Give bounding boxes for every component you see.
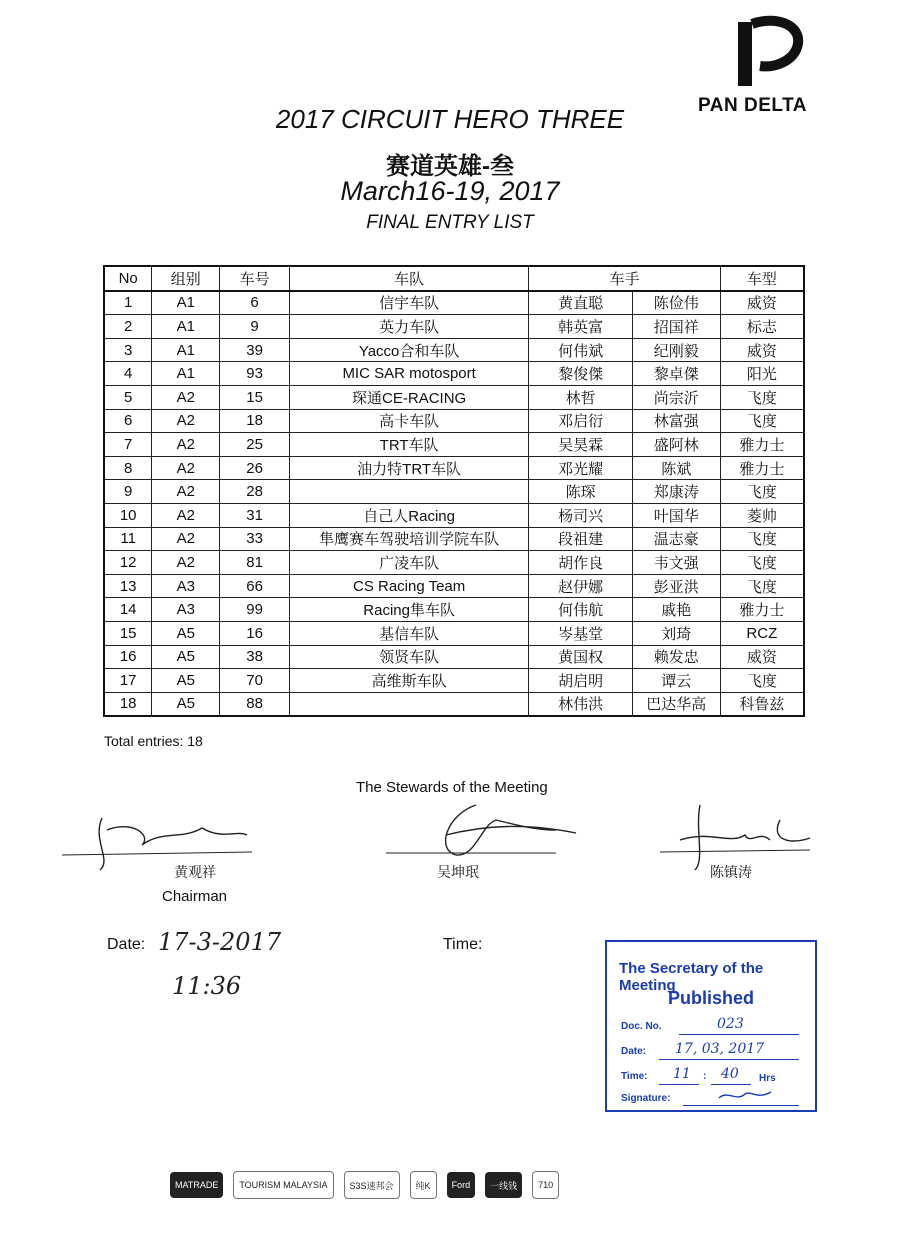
- row-group: A2: [152, 456, 220, 480]
- row-team: [289, 480, 528, 504]
- row-driver-2: 巴达华高: [632, 692, 720, 716]
- table-row: [104, 315, 804, 339]
- row-group: A2: [152, 480, 220, 504]
- stamp-doc-no-label: Doc. No.: [621, 1021, 662, 1032]
- row-group: A2: [152, 551, 220, 575]
- row-no: 18: [104, 692, 152, 716]
- entry-table: [103, 265, 805, 717]
- row-driver-2: 谭云: [632, 669, 720, 693]
- signature-chairman: [62, 800, 262, 880]
- row-model: 飞度: [720, 669, 804, 693]
- table-row: [104, 385, 804, 409]
- table-row: [104, 338, 804, 362]
- row-no: 5: [104, 385, 152, 409]
- row-driver-1: 韩英富: [529, 315, 633, 339]
- row-driver-1: 邓光耀: [529, 456, 633, 480]
- row-driver-1: 岑基堂: [529, 621, 633, 645]
- col-header-model: 车型: [720, 266, 804, 291]
- sponsor-logo-3: S3S速邦会: [344, 1171, 400, 1199]
- stamp-time-minutes: 40: [721, 1066, 739, 1082]
- row-car-number: 9: [220, 315, 290, 339]
- stamp-date: 17, 03, 2017: [675, 1041, 765, 1057]
- row-team: 领贤车队: [289, 645, 528, 669]
- row-driver-1: 段祖建: [529, 527, 633, 551]
- row-team: 英力车队: [289, 315, 528, 339]
- row-model: 雅力士: [720, 456, 804, 480]
- row-car-number: 99: [220, 598, 290, 622]
- row-group: A1: [152, 291, 220, 315]
- row-driver-2: 郑康涛: [632, 480, 720, 504]
- row-car-number: 31: [220, 503, 290, 527]
- row-driver-1: 何伟航: [529, 598, 633, 622]
- sponsor-logo-6: 一线钱: [485, 1172, 522, 1198]
- row-group: A2: [152, 503, 220, 527]
- date-label: Date:: [107, 936, 146, 953]
- row-team: [289, 692, 528, 716]
- row-team: 琛通CE-RACING: [289, 385, 528, 409]
- row-driver-2: 陈斌: [632, 456, 720, 480]
- table-header-row: [104, 266, 804, 291]
- row-group: A5: [152, 645, 220, 669]
- row-model: 飞度: [720, 574, 804, 598]
- stewards-title: The Stewards of the Meeting: [356, 779, 548, 796]
- row-car-number: 16: [220, 621, 290, 645]
- row-no: 13: [104, 574, 152, 598]
- row-group: A2: [152, 409, 220, 433]
- row-driver-1: 胡启明: [529, 669, 633, 693]
- sponsor-logo-2: TOURISM MALAYSIA: [233, 1171, 333, 1199]
- row-driver-1: 杨司兴: [529, 503, 633, 527]
- sponsor-logo-4: 纯K: [410, 1171, 437, 1199]
- row-car-number: 6: [220, 291, 290, 315]
- row-model: 雅力士: [720, 598, 804, 622]
- row-driver-1: 陈琛: [529, 480, 633, 504]
- table-row: [104, 362, 804, 386]
- event-dates: March16-19, 2017: [340, 176, 560, 206]
- row-group: A3: [152, 598, 220, 622]
- stamp-signature-label: Signature:: [621, 1093, 671, 1104]
- row-team: TRT车队: [289, 433, 528, 457]
- row-driver-2: 盛阿林: [632, 433, 720, 457]
- row-driver-2: 纪刚毅: [632, 338, 720, 362]
- row-no: 6: [104, 409, 152, 433]
- col-header-drivers: 车手: [529, 266, 720, 291]
- row-driver-1: 邓启衍: [529, 409, 633, 433]
- row-no: 2: [104, 315, 152, 339]
- row-car-number: 15: [220, 385, 290, 409]
- row-car-number: 70: [220, 669, 290, 693]
- row-team: Racing隼车队: [289, 598, 528, 622]
- table-row: [104, 409, 804, 433]
- table-row: [104, 574, 804, 598]
- chairman-label: Chairman: [162, 888, 228, 905]
- signature-steward-2: [386, 795, 596, 875]
- table-row: [104, 669, 804, 693]
- secretary-stamp: The Secretary of the Meeting Published Doc. No. 023 Date: 17, 03, 2017 Time: 11 : 40 Hrs Signature:: [605, 940, 817, 1112]
- stamp-time-label: Time:: [621, 1071, 648, 1082]
- row-driver-1: 黄国权: [529, 645, 633, 669]
- row-team: 基信车队: [289, 621, 528, 645]
- row-group: A1: [152, 362, 220, 386]
- row-model: 飞度: [720, 385, 804, 409]
- row-group: A2: [152, 385, 220, 409]
- row-no: 11: [104, 527, 152, 551]
- time-handwritten: 11:36: [172, 972, 242, 1000]
- table-row: [104, 456, 804, 480]
- row-no: 3: [104, 338, 152, 362]
- row-car-number: 28: [220, 480, 290, 504]
- row-group: A2: [152, 527, 220, 551]
- row-driver-1: 黄直聪: [529, 291, 633, 315]
- row-driver-2: 陈俭伟: [632, 291, 720, 315]
- stamp-time-hours: 11: [673, 1066, 691, 1082]
- row-no: 9: [104, 480, 152, 504]
- row-driver-1: 胡作良: [529, 551, 633, 575]
- row-driver-1: 林伟洪: [529, 692, 633, 716]
- row-no: 10: [104, 503, 152, 527]
- event-title-cn: 赛道英雄-叁: [386, 153, 514, 180]
- row-model: RCZ: [720, 621, 804, 645]
- steward-name-2: 吴坤珉: [437, 864, 479, 880]
- row-no: 1: [104, 291, 152, 315]
- row-car-number: 81: [220, 551, 290, 575]
- row-team: MIC SAR motosport: [289, 362, 528, 386]
- row-car-number: 26: [220, 456, 290, 480]
- row-driver-2: 招国祥: [632, 315, 720, 339]
- steward-name-1: 黄观祥: [174, 864, 216, 880]
- table-row: [104, 291, 804, 315]
- date-handwritten: 17-3-2017: [158, 928, 282, 956]
- row-group: A5: [152, 621, 220, 645]
- row-car-number: 88: [220, 692, 290, 716]
- table-row: [104, 645, 804, 669]
- row-model: 菱帅: [720, 503, 804, 527]
- row-driver-1: 吴昊霖: [529, 433, 633, 457]
- table-row: [104, 551, 804, 575]
- row-car-number: 66: [220, 574, 290, 598]
- row-team: 高卡车队: [289, 409, 528, 433]
- row-model: 阳光: [720, 362, 804, 386]
- row-no: 16: [104, 645, 152, 669]
- stamp-signature: [717, 1088, 777, 1104]
- row-driver-1: 何伟斌: [529, 338, 633, 362]
- stamp-doc-no: 023: [717, 1016, 744, 1032]
- row-no: 12: [104, 551, 152, 575]
- row-driver-2: 叶国华: [632, 503, 720, 527]
- row-model: 飞度: [720, 551, 804, 575]
- row-car-number: 25: [220, 433, 290, 457]
- col-header-no: No: [104, 266, 152, 291]
- row-group: A5: [152, 692, 220, 716]
- col-header-group: 组别: [152, 266, 220, 291]
- total-entries: Total entries: 18: [104, 733, 203, 749]
- row-no: 8: [104, 456, 152, 480]
- table-row: [104, 433, 804, 457]
- stamp-status: Published: [667, 988, 754, 1008]
- row-no: 14: [104, 598, 152, 622]
- row-driver-1: 林哲: [529, 385, 633, 409]
- logo-text: PAN DELTA: [698, 95, 807, 116]
- pan-delta-logo: [730, 10, 810, 90]
- row-group: A1: [152, 315, 220, 339]
- row-no: 7: [104, 433, 152, 457]
- row-team: 油力特TRT车队: [289, 456, 528, 480]
- row-driver-2: 林富强: [632, 409, 720, 433]
- row-driver-2: 赖发忠: [632, 645, 720, 669]
- row-model: 威资: [720, 291, 804, 315]
- table-row: [104, 598, 804, 622]
- row-team: 隼鹰赛车驾驶培训学院车队: [289, 527, 528, 551]
- row-car-number: 33: [220, 527, 290, 551]
- row-driver-2: 刘琦: [632, 621, 720, 645]
- row-no: 17: [104, 669, 152, 693]
- row-model: 飞度: [720, 527, 804, 551]
- sponsor-strip: [170, 1165, 760, 1205]
- row-driver-1: 黎俊傑: [529, 362, 633, 386]
- row-no: 4: [104, 362, 152, 386]
- row-driver-2: 尚宗沂: [632, 385, 720, 409]
- table-row: [104, 480, 804, 504]
- time-label: Time:: [443, 936, 483, 953]
- table-row: [104, 621, 804, 645]
- row-model: 飞度: [720, 480, 804, 504]
- list-title: FINAL ENTRY LIST: [366, 212, 534, 233]
- stamp-hrs-label: Hrs: [759, 1073, 776, 1084]
- row-model: 飞度: [720, 409, 804, 433]
- stamp-title: The Secretary of the Meeting: [619, 960, 764, 994]
- row-driver-2: 韦文强: [632, 551, 720, 575]
- row-team: 广凌车队: [289, 551, 528, 575]
- row-group: A1: [152, 338, 220, 362]
- row-group: A5: [152, 669, 220, 693]
- sponsor-logo-5: Ford: [447, 1172, 476, 1198]
- row-driver-2: 温志豪: [632, 527, 720, 551]
- row-driver-2: 彭亚洪: [632, 574, 720, 598]
- row-team: Yacco合和车队: [289, 338, 528, 362]
- row-car-number: 38: [220, 645, 290, 669]
- row-model: 科鲁兹: [720, 692, 804, 716]
- sponsor-logo-1: MATRADE: [170, 1172, 223, 1198]
- row-car-number: 93: [220, 362, 290, 386]
- row-driver-2: 黎卓傑: [632, 362, 720, 386]
- row-model: 威资: [720, 338, 804, 362]
- row-no: 15: [104, 621, 152, 645]
- row-team: 高维斯车队: [289, 669, 528, 693]
- col-header-team: 车队: [289, 266, 528, 291]
- row-car-number: 18: [220, 409, 290, 433]
- row-group: A3: [152, 574, 220, 598]
- row-team: 自己人Racing: [289, 503, 528, 527]
- row-driver-1: 赵伊娜: [529, 574, 633, 598]
- row-group: A2: [152, 433, 220, 457]
- sponsor-logo-7: 710: [532, 1171, 559, 1199]
- table-row: [104, 503, 804, 527]
- row-model: 雅力士: [720, 433, 804, 457]
- row-team: CS Racing Team: [289, 574, 528, 598]
- table-row: [104, 692, 804, 716]
- row-model: 威资: [720, 645, 804, 669]
- row-model: 标志: [720, 315, 804, 339]
- stamp-date-label: Date:: [621, 1046, 647, 1057]
- table-row: [104, 527, 804, 551]
- row-driver-2: 戚艳: [632, 598, 720, 622]
- row-team: 信宇车队: [289, 291, 528, 315]
- steward-name-3: 陈镇涛: [710, 864, 752, 880]
- event-title: 2017 CIRCUIT HERO THREE: [275, 104, 625, 134]
- row-car-number: 39: [220, 338, 290, 362]
- col-header-car-number: 车号: [220, 266, 290, 291]
